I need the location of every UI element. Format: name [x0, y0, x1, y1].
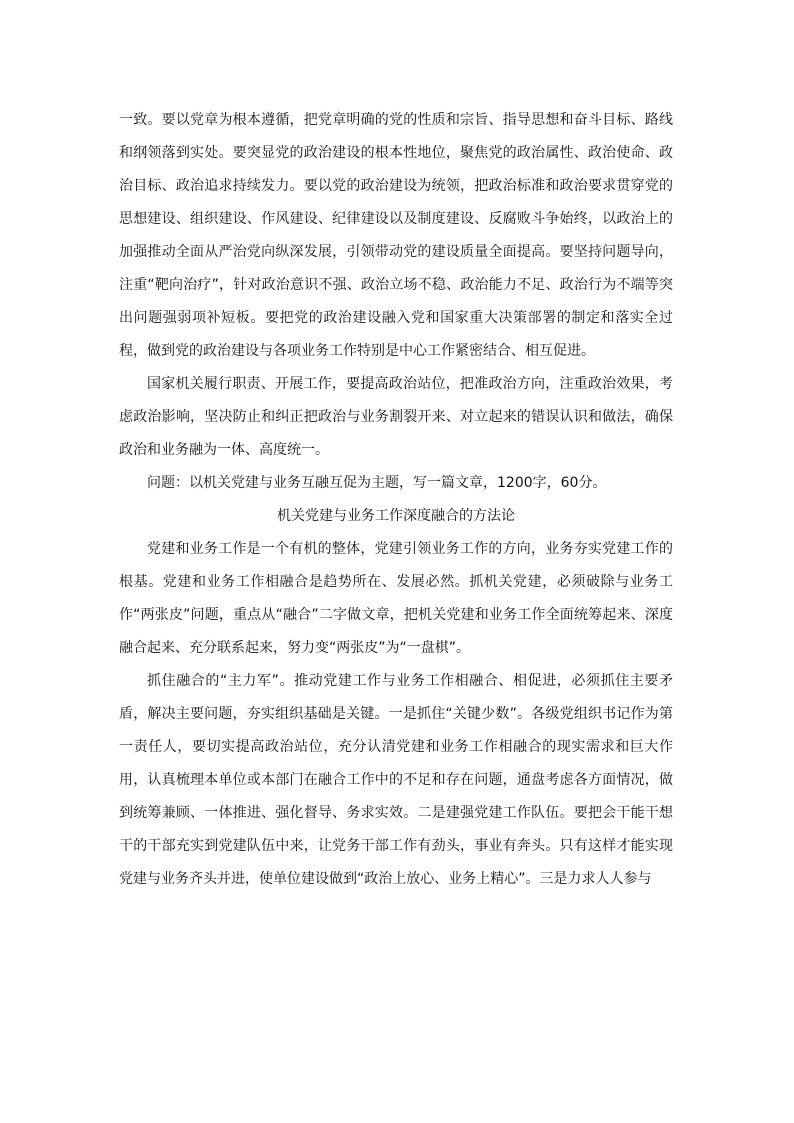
paragraph-state-organs: 国家机关履行职责、开展工作，要提高政治站位，把准政治方向，注重政治效果，考虑政治影响，坚决防止和纠正把政治与业务割裂开来、对立起来的错误认识和做法，确保政治和业务融为一体、高度统一。	[119, 376, 673, 458]
question-prompt: 问题：以机关党建与业务互融互促为主题，写一篇文章，1200字，60分。	[147, 475, 607, 491]
essay-paragraph-main-force: 抓住融合的“主力军”。推动党建工作与业务工作相融合、相促进，必须抓住主要矛盾，解决主要问题，夯实组织基础是关键。一是抓住“关键少数”。各级党组织书记作为第一责任人，要切实提高政治站位，充分认清党建和业务工作相融合的现实需求和巨大作用，认真梳理本单位或本部门在融合工作中的不足和存在问题，通盘考虑各方面情况，做到统筹兼顾、一体推进、强化督导、务求实效。二是建强党建工作队伍。要把会干能干想干的干部充实到党建队伍中来，让党务干部工作有劲头，事业有奔头。只有这样才能实现党建与业务齐头并进，使单位建设做到“政治上放心、业务上精心”。三是力求人人参与	[119, 673, 673, 887]
document-body	[119, 104, 673, 896]
essay-paragraph-intro: 党建和业务工作是一个有机的整体，党建引领业务工作的方向，业务夯实党建工作的根基。党建和业务工作相融合是趋势所在、发展必然。抓机关党建，必须破除与业务工作“两张皮”问题，重点从“融合”二字做文章，把机关党建和业务工作全面统筹起来、深度融合起来、充分联系起来，努力变“两张皮”为“一盘棋”。	[119, 541, 673, 656]
paragraph-continuation: 一致。要以党章为根本遵循，把党章明确的党的性质和宗旨、指导思想和奋斗目标、路线和纲领落到实处。要突显党的政治建设的根本性地位，聚焦党的政治属性、政治使命、政治目标、政治追求持续发力。要以党的政治建设为统领，把政治标准和政治要求贯穿党的思想建设、组织建设、作风建设、纪律建设以及制度建设、反腐败斗争始终，以政治上的加强推动全面从严治党向纵深发展，引领带动党的建设质量全面提高。要坚持问题导向，注重“靶向治疗”，针对政治意识不强、政治立场不稳、政治能力不足、政治行为不端等突出问题强弱项补短板。要把党的政治建设融入党和国家重大决策部署的制定和落实全过程，做到党的政治建设与各项业务工作特别是中心工作紧密结合、相互促进。	[119, 112, 673, 359]
essay-title: 机关党建与业务工作深度融合的方法论	[277, 508, 515, 524]
